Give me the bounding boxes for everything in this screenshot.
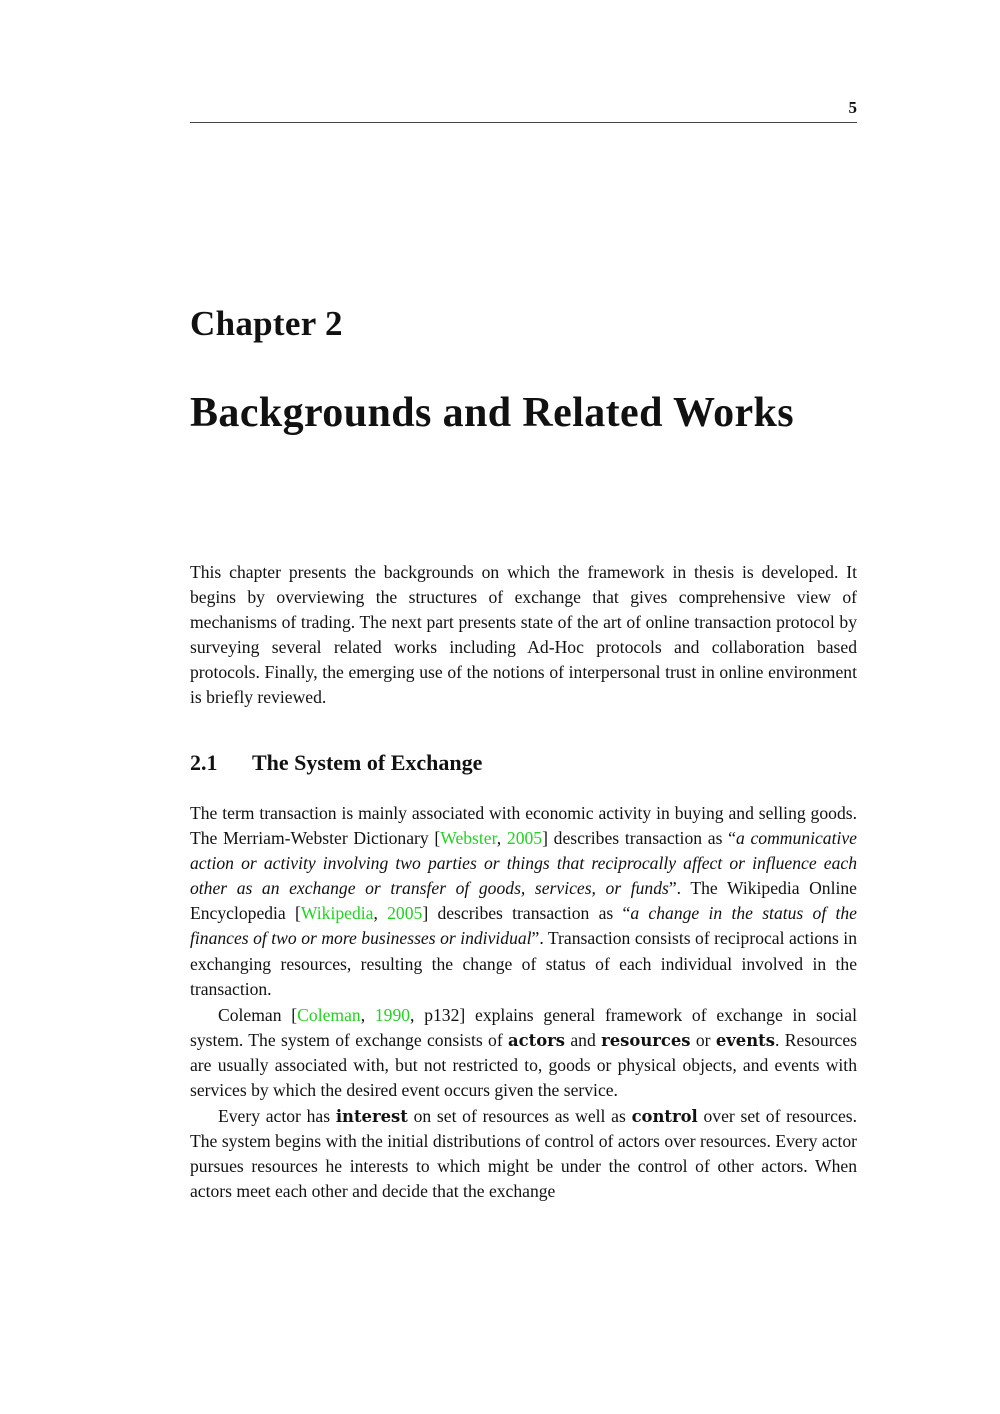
text: The term transaction is mainly associated with economic activity in buying and selling goods. The Merriam-Webster Dictionary [ <box>190 803 857 849</box>
section-title: The System of Exchange <box>252 750 483 775</box>
term-control: control <box>631 1107 698 1127</box>
paragraph-interest-control: Every actor has interest on set of resources as well as control over set of resources. The system begins with the initial distributions of control of actors over resources. Every actor pursues resources he interests to which might be under the control of other actors. When actors meet each other and decide that the exchange <box>190 1106 857 1202</box>
term-resources: resources <box>601 1030 691 1050</box>
citation-year-link-webster[interactable]: 2005 <box>506 828 543 849</box>
term-actors: actors <box>508 1030 565 1050</box>
term-interest: interest <box>335 1107 408 1127</box>
citation-year-link-coleman[interactable]: 1990 <box>374 1004 411 1025</box>
chapter-label: Chapter 2 <box>190 304 343 343</box>
citation-link-coleman[interactable]: Coleman <box>297 1004 361 1025</box>
citation-link-wikipedia[interactable]: Wikipedia <box>300 903 374 924</box>
quote-wikipedia: a change in the status of the finances of two or more businesses or individual <box>190 903 857 949</box>
paragraph-transaction-definition: The term transaction is mainly associated with economic activity in buying and selling goods. The Merriam-Webster Dictionary [Webster, 2005] describes transaction as “a communicative action or activity involving two parties or things that reciprocally affect or influence each other as an exchange or transfer of goods, services, or funds”. The Wikipedia Online Encyclopedia [Wikipedia, 2005] describes transaction as “a change in the status of the finances of two or more businesses or individual”. Transaction consists of reciprocal actions in exchanging resources, resulting the change of status of each individual involved in the transaction. <box>190 803 857 999</box>
quote-webster: a communicative action or activity involving two parties or things that reciprocally affect or influence each other as an exchange or transfer of goods, services, or funds <box>190 828 857 899</box>
citation-link-webster[interactable]: Webster <box>440 828 497 849</box>
running-header <box>190 98 857 123</box>
paragraph-coleman-framework: Coleman [Coleman, 1990, p132] explains general framework of exchange in social system. The system of exchange consists of actors and resources or events. Resources are usually associated with, but not restricted to, goods or physical objects, and events with services by which the desired event occurs given the service. <box>190 1004 858 1101</box>
chapter-intro-paragraph: This chapter presents the backgrounds on which the framework in thesis is developed. It begins by overviewing the structures of exchange that gives comprehensive view of mechanisms of trading. The next part presents state of the art of online transaction protocol by surveying several related works including Ad-Hoc protocols and collaboration based protocols. Finally, the emerging use of the notions of interpersonal trust in online environment is briefly reviewed. <box>190 562 857 708</box>
page-number: 5 <box>848 98 857 117</box>
section-heading <box>190 750 482 776</box>
chapter-title: Backgrounds and Related Works <box>190 390 795 436</box>
citation-year-link-wikipedia[interactable]: 2005 <box>387 903 423 924</box>
term-events: events <box>715 1030 775 1050</box>
section-body <box>190 801 857 1205</box>
section-number: 2.1 <box>190 750 218 775</box>
